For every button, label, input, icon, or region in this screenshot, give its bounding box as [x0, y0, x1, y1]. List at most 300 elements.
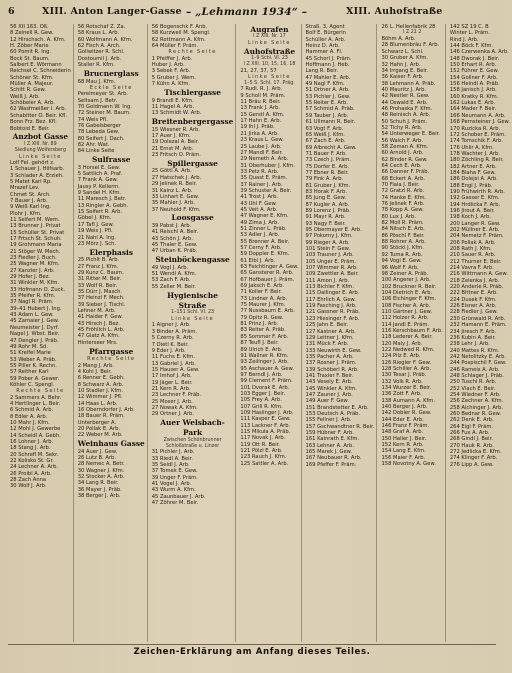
street-heading: Pfarrgasse [89, 346, 134, 356]
directory-entry: 21 Ernst M. Arb. [151, 145, 194, 152]
directory-entry: 8 Zeinell R. Gew. [10, 30, 54, 37]
directory-entry: 39 Unger F. Präm. [151, 474, 198, 481]
directory-entry: 186 Dolejsi A. Arb. [449, 176, 498, 183]
directory-entry: 127 Kastner A. Arb. [305, 328, 356, 335]
directory-entry: 232 Hamann E. Präm. [449, 322, 507, 329]
directory-entry: 74 Weis Pfl. [77, 116, 108, 123]
side-label: Linke Seite [248, 39, 291, 46]
side-label: Linke Seite [18, 153, 62, 160]
directory-entry: 46 Prohaska F. Kfm. [381, 105, 433, 112]
directory-entry: 71 Bauer F. Arb. [305, 150, 347, 157]
directory-entry: 15 Seifert R. Arb. [77, 209, 123, 216]
directory-entry: Salbert E. Wörmann [10, 62, 62, 69]
directory-entry: 202 Müllner E. Arb. [449, 227, 500, 233]
directory-entry: 242 Netolitzky E. Arb. [449, 353, 507, 360]
directory-entry: 67 Zach E. Arb. [305, 138, 346, 145]
directory-entry: 25 Moser J. Arb. [151, 398, 193, 405]
directory-entry: 256 Zechner A. Kfm. [449, 398, 504, 405]
directory-entry: 68 Eckert A. Arb. [381, 175, 426, 182]
directory-entry: 49 Vogl J. Arb. [151, 264, 189, 271]
directory-entry: 188 Engl J. Präb. [449, 182, 493, 189]
directory-entry: 27 Kanzler J. Arb. [10, 267, 55, 274]
directory-entry: 248 Schlager J. Präb. [449, 372, 504, 379]
directory-entry: 112 Holzer R. Arb. [381, 315, 429, 322]
directory-entry: 141 Traxler F. Beir. [305, 372, 354, 379]
directory-entry: Bolf E. Bürgerin [305, 30, 346, 37]
directory-entry: 35 Quast E. Präm. [240, 175, 288, 182]
directory-entry: 50 Schuh J. Präm. [381, 118, 428, 125]
street-subline: Siedlung Wolfersberg [14, 147, 66, 153]
directory-entry: Köhler C. Spengl. [10, 381, 55, 388]
directory-entry: 49 Zima J. Arb. [240, 219, 279, 226]
directory-entry: 23 Fiedler J. Buch. [10, 255, 57, 262]
directory-entry: 76 Gabelsberger [77, 122, 121, 129]
directory-entry: 51 Kreifel Marie [10, 350, 51, 357]
directory-entry: Böhm A. Arb. [381, 36, 416, 43]
directory-entry: 26 L. Hellenfabrik 28 [381, 24, 436, 30]
directory-entry: 16 Lohner J. Arb. [10, 439, 54, 445]
directory-entry: 87 Teufl J. Beir. [240, 340, 279, 347]
directory-entry: 150 Haller J. Beir. [381, 435, 427, 442]
directory-entry: 9 Eder J. Arb. [151, 347, 186, 354]
directory-entry: 47 Zöhrer M. Beir. [151, 500, 199, 507]
directory-entry: 167 Neubauer R. Arb. [305, 455, 362, 462]
directory-entry: 56 Bogenschk F. Anb. [151, 24, 208, 30]
street-subline: Schloßstraße u. Linzer [165, 443, 220, 449]
directory-entry: 19 Jäger L. Beir. [151, 379, 193, 386]
directory-entry: 23 Lechner F. Präb. [151, 392, 202, 399]
directory-entry: 115 Dallinger E. Arb. [305, 290, 360, 297]
directory-entry: 206 Pollak A. Arb. [449, 239, 496, 246]
directory-entry: 10 Mahr J. Kfm. [10, 419, 50, 426]
directory-entry: 190 Frühwirth R. Arb. [449, 188, 505, 195]
directory-entry: 228 Fiedler J. Gew. [449, 309, 498, 316]
directory-entry: 74 Hanke E. Kfm. [381, 194, 427, 201]
directory-entry: 55 Piller K. Rechn. [10, 362, 57, 369]
directory-entry: Neumeister J. Dyrf. [10, 324, 59, 331]
directory-entry: 140 Berger J. Arb. [381, 404, 428, 411]
directory-entry: 81 Gruber J. Kfm. [305, 182, 351, 189]
directory-entry: 41 Haider F. Gew. [77, 314, 123, 321]
directory-entry: Hoffmann J. Heb. [305, 62, 350, 69]
directory-entry: 198 Koch J. Arb. [449, 214, 491, 221]
directory-entry: 204 Nemetz F. Präm. [449, 233, 504, 240]
directory-entry: 147 Zauner J. Arb. [305, 391, 353, 398]
directory-entry: 32 Stocker A. Arb. [77, 474, 125, 481]
directory-entry: 13 Gabriel J. Arb. [151, 360, 196, 367]
directory-entry: 31 Winkler M. Kfm. [10, 280, 60, 287]
directory-entry: 40 Mauritz J. Arb. [381, 86, 427, 93]
directory-entry: 59 Doppler E. Kfm. [240, 251, 290, 258]
directory-entry: 123 Rauch J. Kfm. [240, 454, 287, 461]
directory-entry: Reichsel C. Schneiderin [10, 68, 71, 75]
directory-entry: 83 Reiter A. Präb. [240, 327, 286, 334]
directory-entry: 34 Irrgang E. Beir. [381, 67, 429, 74]
directory-entry: 62 Wasfmeißer I. Arb. [10, 106, 67, 113]
directory-entry: 184 Blaha F. Gew. [449, 169, 496, 176]
directory-entry: 77 Ebner R. Beir. [305, 169, 349, 176]
directory-entry: Rind J. Arb. [449, 36, 479, 43]
street-heading: Elerphasis [89, 247, 133, 257]
directory-entry: 63 Feichtinger A. Gew. [240, 264, 299, 271]
directory-entry: 157 Gschwandtner R. Beir. [305, 423, 375, 430]
directory-entry: 96 Wolf F. Arb. [381, 264, 419, 271]
directory-entry: 23 Kraus L. Gew. [240, 137, 284, 144]
directory-entry: 69 Albrecht A. Gew. [305, 144, 357, 151]
directory-entry: 89 Lorenz J. Präb. [305, 207, 351, 214]
directory-entry: 135 Pacher A. Arb. [305, 353, 354, 360]
directory-entry: 24 Lechner A. Arb. [10, 464, 59, 471]
directory-entry: Nagel J. Wbst. Beir. [10, 331, 60, 338]
directory-entry: 133 Neuwirth E. Gew. [305, 347, 362, 354]
directory-entry: 29 Kunz C. Baum. [77, 269, 124, 276]
directory-entry: 73 Lindner A. Arb. [240, 295, 288, 302]
street-subline: I Z XIII. Nr. 89 [24, 141, 57, 147]
directory-entry: 103 Trauner J. Arb. [305, 252, 354, 259]
directory-entry: 108 Fischer A. Arb. [381, 302, 431, 309]
directory-entry: 14 Scheidl A. Gebh. [10, 432, 61, 439]
directory-entry: 97 Berndl J. Arb. [240, 371, 283, 378]
directory-entry: 25 Wagner M. Kfm. [10, 261, 60, 268]
directory-column-5 [304, 24, 378, 642]
directory-entry: 43 Adam L. Gew. [10, 312, 54, 319]
directory-entry: 39 Pabst J. Arb. [151, 222, 192, 229]
directory-entry: 43 Wurm A. Kfm. [151, 487, 196, 494]
directory-entry: 85 Sommer F. Arb. [240, 333, 289, 340]
street-heading: Breitenbergergasse [151, 117, 234, 127]
directory-entry: 234 Jiresch F. Arb. [449, 328, 497, 335]
directory-entry: 51 Ortner A. Arb. [305, 87, 350, 94]
street-subline: I Z XIII. 10, 15, 16, 18 [243, 62, 296, 68]
directory-entry: 158 Novotny A. Gew. [381, 461, 436, 468]
directory-entry: 156 Maier F. Arb. [381, 454, 426, 461]
directory-entry: 3 Sebek F. Arb. [151, 68, 191, 75]
directory-entry: 13 Schmidt W. Arb. [151, 110, 202, 117]
directory-entry: Dostoumil J. Arb. [77, 55, 122, 62]
directory-entry: 93 Zeilinger J. Arb. [240, 359, 289, 366]
directory-entry: 123 Hiesinger F. Arb. [305, 315, 360, 322]
directory-entry: 11 Seifert M. Wem. [10, 216, 60, 223]
side-label: Linke Seite [171, 316, 214, 323]
directory-entry: 109 Zwettler A. Beir. [305, 271, 359, 278]
directory-entry: 216 Wittmann A. Gew. [449, 271, 508, 278]
directory-entry: 104 Dietrich E. Arb. [381, 289, 433, 296]
directory-entry: 23 Fritsch O. Präm. [151, 152, 201, 159]
street-heading: Tischlergasse [164, 87, 221, 97]
directory-entry: 20 Schrefl M. Sekr. [10, 451, 59, 458]
directory-entry: 246 Rameis A. Arb. [449, 366, 500, 373]
directory-entry: Mrazef Lev. [10, 185, 40, 192]
directory-entry: 122 Nedwed R. Kfm. [381, 346, 435, 353]
directory-entry: 146 Franz F. Präm. [381, 423, 430, 430]
directory-column-6 [379, 24, 445, 642]
directory-entry: 107 Wimmer R. Arb. [305, 265, 358, 272]
directory-entry: 83 Horak F. Arb. [305, 188, 347, 195]
directory-entry: 75 Dorfer E. Arb. [305, 163, 350, 170]
directory-entry: 86 Pöschl F. Beir. [381, 232, 425, 239]
street-subline: 1–9 Schl. VI. 23 [250, 56, 288, 62]
directory-entry: 170 Ruzicka R. Arb. [449, 125, 501, 132]
directory-entry: 116 Kerschbaum F. Arb. [381, 327, 443, 334]
directory-entry: 126 Riegler F. Gew. [381, 359, 432, 366]
directory-entry: 119 Fasching J. Arb. [305, 303, 357, 310]
directory-entry: 54 Unterweger E. Beir. [381, 131, 440, 138]
directory-entry: 131 Mück F. Arb. [305, 341, 349, 348]
directory-entry: 53 Adler J. Arb. [240, 232, 280, 239]
directory-entry: 196 Jirout A. Beir. [449, 207, 495, 214]
directory-entry: 144 Eder E. Arb. [381, 416, 424, 423]
directory-entry: 82 Moll R. Präm. [381, 220, 424, 227]
directory-entry: 21 Stöger W. Mech. [10, 248, 61, 255]
directory-entry: 57 Schmid A. Präb. [305, 106, 355, 113]
directory-entry: 226 Eisner A. Arb. [449, 303, 497, 310]
directory-entry: 154 Lang E. Kfm. [381, 448, 426, 455]
directory-entry: 78 Lebeda Gew. [77, 129, 120, 136]
header-title: – „Lehmann 1934“ – [186, 6, 308, 18]
directory-entry: 12 Hirschsch. A. Kfm. [10, 36, 66, 43]
directory-entry: 11 Maresch J. Betr. [77, 196, 127, 203]
directory-entry: Jausy P. Kellerm. [77, 183, 120, 190]
directory-entry: 11 Fuchs E. Kfm. [151, 354, 195, 361]
directory-entry: 70 Fiala J. Beir. [381, 182, 420, 189]
directory-entry: 76 Jelinek F. Arb. [381, 201, 425, 208]
directory-entry: 29 Hofer J. Bez. [10, 274, 51, 281]
directory-entry: 124 Pilz E. Arb. [381, 353, 421, 360]
directory-entry: 79 Opitz R. Gew. [240, 314, 284, 321]
directory-entry: 15 Schüller St. Privat [10, 229, 65, 236]
directory-entry: 17 Auer J. Kfm. [151, 133, 191, 139]
directory-entry: 200 Langer R. Gew. [449, 220, 501, 227]
directory-entry: 107 Grill R. Kfm. [240, 403, 283, 410]
directory-entry: 51 Zinner L. Präb. [240, 225, 287, 232]
directory-entry: 145 Winkler A. Kfm. [305, 385, 357, 392]
directory-entry: 139 Schöberl R. Arb. [305, 366, 359, 373]
directory-entry: 101 Stein F. Gew. [305, 246, 351, 253]
directory-entry: 121 Pölzl E. Arb. [240, 448, 283, 454]
directory-entry: 260 Bednar R. Gew. [449, 410, 502, 417]
directory-entry: 37 Nagl R. Präm. [10, 299, 54, 306]
directory-entry: 87 Kugler A. Arb. [305, 201, 350, 208]
directory-entry: 230 Grünwald R. Arb. [449, 315, 506, 322]
directory-entry: 38 Berger J. Arb. [77, 493, 121, 500]
directory-entry: 2 Sammers A. Behr. [10, 394, 62, 401]
side-label: Rechte Seite [87, 356, 136, 363]
directory-entry: 17 Imhof J. Arb. [151, 373, 192, 380]
directory-entry: 9 Sandel H. Kfm. [77, 190, 122, 197]
directory-entry: 37 Rainer J. Arb. [240, 181, 283, 188]
directory-entry: 162 Lukas E. Arb. [449, 100, 496, 107]
directory-entry: 45 Zaunbauer J. Arb. [151, 493, 206, 500]
directory-entry: 11 Bräu R. Beir. [240, 99, 281, 106]
directory-entry: 41 Reischl A. Beir. [151, 229, 199, 236]
street-heading: Loosgasse [171, 213, 214, 223]
directory-entry: Winter L. Präm. [449, 30, 490, 37]
directory-entry: 59 Tauber J. Arb. [305, 112, 349, 119]
directory-entry: 8 Schwarz A. Arb. [77, 381, 124, 388]
page-number: 6 [8, 6, 15, 17]
directory-entry: 192 Gasser E. Kfm. [449, 195, 500, 202]
directory-entry: 34 Lang R. Beir. [77, 480, 119, 487]
directory-entry: 29 Jelinek R. Beir. [151, 181, 197, 188]
directory-entry: 37 Neuhold F. Kfm. [151, 206, 201, 213]
directory-entry: 28 Blumenbräu F. Arb. [381, 42, 440, 49]
directory-entry: 51 Wendl A. Kfm. [151, 271, 197, 278]
directory-entry: 39 Schuster A. Beir. [240, 187, 292, 194]
street-subline: I Z 21 2 [402, 30, 422, 36]
directory-entry: 13 Brunner J. Privat [10, 223, 61, 230]
street-heading: Steinböckengasse [155, 255, 230, 265]
directory-entry: 218 Zelenka J. Arb. [449, 277, 500, 284]
directory-entry: 236 Kubin A. Beir. [449, 334, 496, 341]
directory-entry: 109 Haslinger J. Arb. [240, 409, 294, 416]
directory-entry: 151 Brandstetter E. Arb. [305, 404, 369, 411]
directory-entry: Straß. 3, Agent [305, 24, 345, 30]
directory-entry: 42 Nestler R. Gew. [381, 93, 430, 100]
directory-entry: 30 Gruber A. Kfm. [381, 55, 429, 62]
directory-entry: 178 Wachter J. Arb. [449, 150, 500, 157]
directory-entry: 168 Pernsteiner J. Gew. [449, 119, 510, 126]
directory-entry: 252 Vlach E. Beir. [449, 385, 496, 392]
directory-entry: 111 Kasper E. Gew. [240, 416, 291, 423]
directory-entry: 17 Frtsch St. Schuh. [10, 236, 62, 242]
directory-entry: 21, 27, 37, 57 [240, 67, 277, 74]
directory-entry: 39 Sieber J. Tischl. [77, 301, 126, 308]
directory-entry: 158 Janisch J. Arb. [449, 87, 497, 94]
directory-entry: 47 Glatz A. Kfm. [77, 333, 120, 340]
directory-entry: 155 Fellner J. Arb. [305, 417, 352, 424]
directory-entry: 33 Petz R. Arb. [240, 168, 279, 175]
side-label: Rechte Seite [16, 388, 65, 395]
directory-entry: 69 Jaksch E. Arb. [240, 283, 285, 290]
directory-entry: 17 Tafl J. Gew. [77, 221, 114, 228]
directory-entry: 67 Hofbauer J. Präm. [240, 276, 295, 283]
directory-entry: 31 Kainz L. Arb. [151, 187, 193, 194]
directory-entry: 153 Deutsch A. Präb. [305, 410, 361, 417]
directory-entry: 88 Rohrer A. Arb. [381, 239, 426, 246]
directory-entry: 55 Zeller M. Beir. [151, 283, 196, 290]
directory-entry: 53 Zach F. Arb. [151, 277, 191, 284]
directory-entry: 53 Pichler J. Gew. [305, 93, 351, 100]
directory-entry: 29 Nemeth A. Arb. [240, 156, 289, 163]
directory-entry: 5 Gruber J. Wem. [151, 74, 196, 81]
directory-entry: 68 Mau J. Kfm. [77, 78, 116, 85]
directory-entry: 106 Eichinger F. Kfm. [381, 296, 437, 303]
directory-entry: Bonn Frz. Bez. Kfl. [10, 119, 57, 126]
directory-column-2 [76, 24, 148, 642]
directory-entry: 156 Heindl A. Präb. [449, 81, 500, 88]
directory-entry: 4 Kohl J. Beir. [77, 368, 112, 375]
street-subline: 1–151 Schl. VI. 23 [171, 310, 215, 316]
directory-entry: 9 Weiß Karl Ing. [10, 204, 51, 211]
directory-entry: 143 Vesely E. Arb. [305, 379, 353, 386]
directory-entry: Staller R. Kfm. [77, 62, 115, 69]
directory-entry: Weiß J. Arb. [10, 93, 40, 100]
directory-entry: 80 Seifert J. Dach. [77, 135, 125, 142]
directory-entry: 62 Binder R. Gew. [381, 156, 428, 163]
directory-entry: 165 Marek J. Gew. [305, 449, 353, 456]
directory-entry: 3 Binder A. Präm. [151, 328, 198, 335]
directory-entry: 20 Pollak E. Arb. [77, 425, 121, 432]
directory-entry: 73 Czech J. Präm. [305, 157, 351, 164]
directory-entry: 49 Rohr M. Sd. [10, 343, 48, 350]
directory-entry: 28 Zach Anna [10, 477, 47, 484]
directory-entry: 33 Wolf R. Beir. [77, 282, 118, 289]
directory-entry: 60 Arnold J. Arb. [381, 150, 424, 157]
directory-entry: 164 Mader F. Beir. [449, 106, 497, 113]
directory-entry: 57 Cerny F. Arb. [240, 245, 282, 251]
directory-entry: 48 Reinisch A. Arb. [381, 112, 431, 119]
street-heading: Auhofstraße [243, 46, 296, 56]
directory-entry: 13 Frank J. Arb. [240, 105, 280, 112]
directory-entry: 5 Czerny R. Arb. [151, 335, 194, 342]
street-heading: Auer Welsbach- [160, 418, 225, 428]
directory-entry: 56 Rotschaf Z. Za. [77, 24, 126, 30]
directory-entry: Chmet St. Arch. [10, 191, 51, 198]
directory-entry: 214 Vavra F. Arb. [449, 265, 494, 272]
directory-entry: Schüller A. Arb. [305, 36, 346, 43]
directory-entry: 25 Göttl A. Arb. [151, 168, 192, 175]
directory-entry: Unterberger A. [77, 419, 117, 426]
directory-entry: 222 Bittner E. Arb. [449, 290, 498, 297]
directory-entry: 70 Goldmann W. Ing. [77, 103, 132, 110]
directory-entry: 65 Gansterer R. Arb. [240, 270, 294, 277]
directory-entry: Schöner St. Kfm. [10, 74, 54, 81]
directory-entry: 26 Proibl A. Arb. [10, 470, 52, 477]
directory-entry: 84 Nitsch E. Arb. [381, 226, 425, 233]
directory-entry: 60 Wolfmann A. Kfm. [77, 36, 133, 43]
street-heading: Spillergasse [167, 158, 218, 168]
directory-entry: 45 Schorl J. Präm. [305, 55, 352, 62]
directory-entry: 36 Kaiser F. Arb. [381, 74, 424, 81]
directory-entry: 92 Tuma R. Arb. [381, 251, 423, 258]
directory-entry: 30 Wolf J. Arb. [10, 483, 47, 490]
directory-entry: 89 Ulrich E. Arb. [240, 346, 283, 353]
directory-entry: 142 Dobler R. Gew. [381, 410, 432, 417]
directory-entry: 244 Pospischil F. Gew. [449, 360, 507, 367]
directory-entry: 2 Mang J. Arb. [77, 362, 115, 369]
directory-entry: 47 Wagner E. Kfm. [240, 213, 289, 220]
directory-entry: 11 Hagel A. Arb. [151, 103, 195, 110]
directory-entry: 105 Frey A. Arb. [240, 397, 282, 404]
directory-entry: 58 Kurzweil M. Spengl. [151, 30, 211, 37]
side-label: Eckle Seite [89, 84, 133, 91]
directory-entry: 19 Ihl J. Präb. [240, 124, 275, 131]
directory-entry: 32 Hahn J. Arb. [381, 61, 421, 68]
directory-entry: Gollwitzer R. Schl. [77, 49, 125, 56]
street-subline: I Z XIII. Nr. 17 [253, 34, 286, 40]
directory-entry: 154 Gollner F. Arb. [449, 74, 498, 81]
directory-entry: 13 Ringler A. Gebh. [77, 202, 129, 209]
directory-entry: 161 Kainrath E. Kfm. [305, 436, 360, 443]
footer-divider [8, 644, 496, 645]
directory-entry: 174 Tomschik F. Arb. [449, 138, 503, 145]
directory-entry: 95 Obermayer E. Arb. [305, 227, 362, 233]
directory-entry: 128 Schiller A. Arb. [381, 366, 432, 373]
directory-entry: 30 Wagner J. Kfm. [77, 467, 125, 474]
directory-entry: 111 Amon J. Arb. [305, 277, 350, 284]
directory-entry: 117 Ehrlich A. Gew. [305, 296, 356, 303]
directory-entry: 84 Linke Seite [77, 148, 115, 155]
directory-entry: Huber J. Arb. [151, 62, 185, 69]
directory-entry: 63 Vogt F. Arb. [305, 125, 344, 132]
directory-entry: 35 Mahler J. Arb. [151, 200, 195, 207]
street-subline: 1–5 S. Schl. 17. Präg. [244, 80, 295, 86]
directory-entry: 35 Pfeifer R. Kfm. [10, 293, 56, 300]
directory-entry: 110 Gärtner J. Gew. [381, 308, 433, 315]
directory-entry: 29 Ortner J. Arb. [151, 411, 194, 418]
directory-entry: 37 Tomek E. Gew. [151, 468, 198, 475]
directory-entry: 150 Erhart R. Arb. [449, 62, 497, 69]
